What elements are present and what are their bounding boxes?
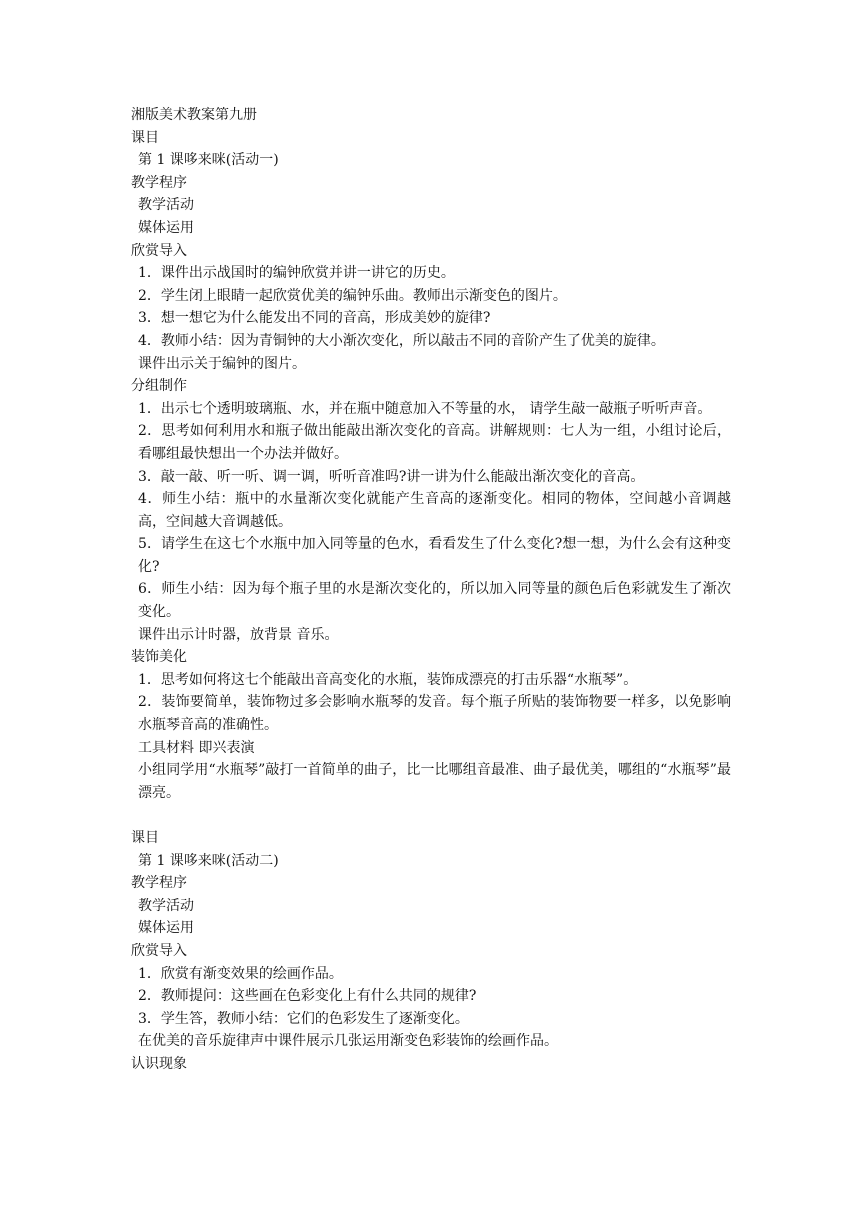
document-body: [131, 104, 731, 1076]
section-1-lesson: 第 1 课哆来咪(活动一): [138, 152, 279, 169]
section-1-group-item: 3．敲一敲、听一听、调一调，听听音准吗?讲一讲为什么能敲出渐次变化的音高。: [138, 468, 645, 485]
section-2-appreciation-title: 欣赏导入: [131, 942, 187, 959]
section-1-title: 课目: [131, 129, 159, 146]
section-1-tools-line: 工具材料 即兴表演: [138, 739, 255, 756]
section-1-performance-text: 小组同学用“水瓶琴”敲打一首简单的曲子，比一比哪组音最准、曲子最优美，哪组的“水瓶琴”最漂亮。: [138, 762, 731, 801]
section-1-decor-item: 2．装饰要简单，装饰物过多会影响水瓶琴的发音。每个瓶子所贴的装饰物要一样多，以免影响水瓶琴音高的准确性。: [138, 694, 731, 734]
section-1-group-title: 分组制作: [131, 378, 187, 395]
section-1-group-note: 课件出示计时器，放背景 音乐。: [138, 626, 339, 643]
section-2-appreciation-item: 2．教师提问：这些画在色彩变化上有什么共同的规律?: [138, 988, 477, 1005]
section-1-appreciation-item: 2．学生闭上眼睛一起欣赏优美的编钟乐曲。教师出示渐变色的图片。: [138, 287, 567, 304]
document-header: 湘版美术教案第九册: [131, 107, 257, 123]
section-2-media-label: 媒体运用: [138, 920, 194, 937]
section-1-group-item: 4．师生小结：瓶中的水量渐次变化就能产生音高的逐渐变化。相同的物体，空间越小音调越高，空间越大音调越低。: [138, 491, 731, 530]
section-1-group-item: 1．出示七个透明玻璃瓶、水，并在瓶中随意加入不等量的水， 请学生敲一敲瓶子听听声音。: [138, 400, 712, 417]
section-2-appreciation-note: 在优美的音乐旋律声中课件展示几张运用渐变色彩装饰的绘画作品。: [138, 1033, 558, 1050]
section-1-appreciation-note: 课件出示关于编钟的图片。: [138, 355, 306, 372]
section-1-activities-label: 教学活动: [138, 197, 194, 214]
section-2-appreciation-item: 1．欣赏有渐变效果的绘画作品。: [138, 965, 343, 982]
section-1-decor-title: 装饰美化: [131, 649, 187, 666]
section-1-procedure-label: 教学程序: [131, 174, 187, 191]
section-1-group-item: 5．请学生在这七个水瓶中加入同等量的色水，看看发生了什么变化?想一想，为什么会有这种变化?: [138, 536, 731, 575]
section-1-media-label: 媒体运用: [138, 219, 194, 236]
section-1-appreciation-title: 欣赏导入: [131, 242, 187, 259]
section-spacer: [131, 804, 731, 827]
section-2-procedure-label: 教学程序: [131, 875, 187, 892]
section-1-appreciation-item: 1．课件出示战国时的编钟欣赏并讲一讲它的历史。: [138, 265, 455, 282]
section-1-decor-item: 1．思考如何将这七个能敲出音高变化的水瓶，装饰成漂亮的打击乐器“水瓶琴”。: [138, 671, 638, 688]
section-2-title: 课目: [131, 830, 159, 846]
section-1-group-item: 6．师生小结：因为每个瓶子里的水是渐次变化的，所以加入同等量的颜色后色彩就发生了渐次变化。: [138, 581, 731, 621]
section-2-appreciation-item: 3．学生答，教师小结：它们的色彩发生了逐渐变化。: [138, 1010, 469, 1027]
section-1-appreciation-item: 4．教师小结：因为青铜钟的大小渐次变化，所以敲击不同的音阶产生了优美的旋律。: [138, 332, 665, 349]
section-1-appreciation-item: 3．想一想它为什么能发出不同的音高，形成美妙的旋律?: [138, 310, 491, 327]
section-2-next-title: 认识现象: [131, 1055, 187, 1072]
section-2-activities-label: 教学活动: [138, 897, 194, 914]
section-1-group-item: 2．思考如何利用水和瓶子做出能敲出渐次变化的音高。讲解规则：七人为一组，小组讨论后，看哪组最快想出一个办法并做好。: [138, 423, 731, 462]
section-2-lesson: 第 1 课哆来咪(活动二): [138, 852, 279, 869]
